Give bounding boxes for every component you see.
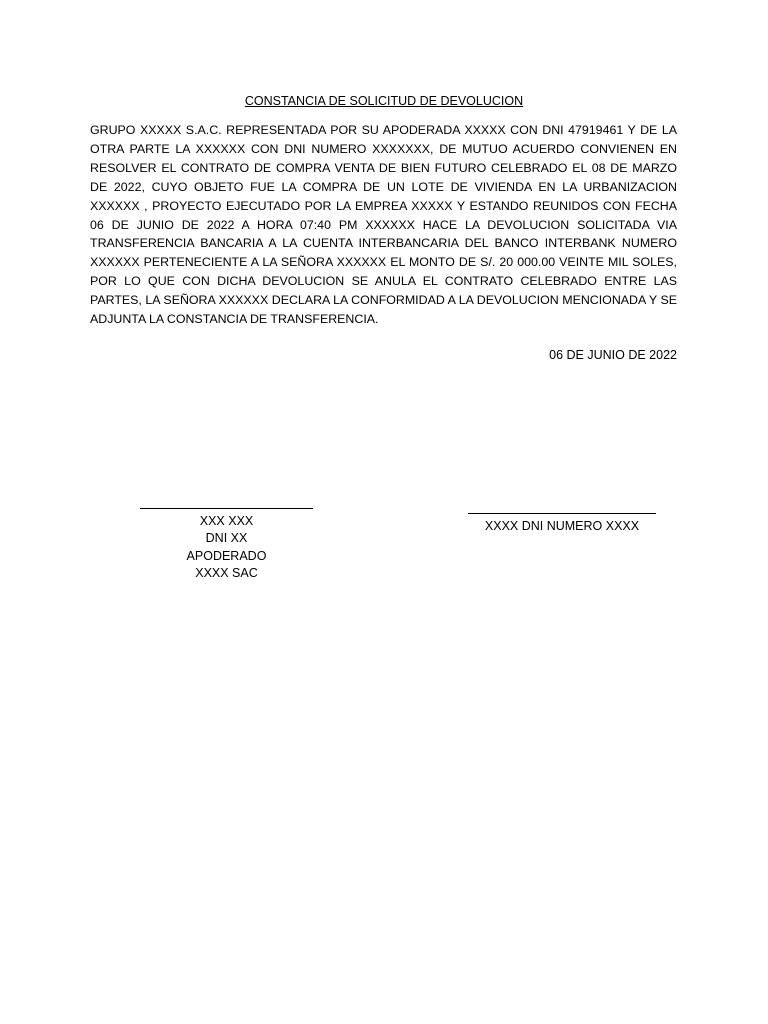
signature-block-left — [140, 498, 313, 583]
signature-left-role: APODERADO — [186, 548, 267, 563]
signature-block-right — [468, 503, 656, 535]
signature-left-name: XXX XXX — [199, 514, 254, 528]
document-date: 06 DE JUNIO DE 2022 — [549, 348, 677, 362]
signature-line-right — [468, 503, 656, 514]
document-title: CONSTANCIA DE SOLICITUD DE DEVOLUCION — [244, 94, 524, 108]
signature-right-name: XXXX DNI NUMERO XXXX — [484, 519, 640, 533]
signature-left-company: XXXX SAC — [195, 566, 258, 581]
signature-line-left — [140, 498, 313, 509]
signature-left-dni: DNI XX — [205, 531, 248, 546]
document-body-paragraph: GRUPO XXXXX S.A.C. REPRESENTADA POR SU APODERADA XXXXX CON DNI 47919461 Y DE LA OTRA PARTE LA XXXXXX CON DNI NUMERO XXXXXXX, DE MUTUO ACUERDO CONVIENEN EN RESOLVER EL CONTRATO DE COMPRA VENTA DE BIEN FUTURO CELEBRADO EL 08 DE MARZO DE 2022, CUYO OBJETO FUE LA COMPRA DE UN LOTE DE VIVIENDA EN LA URBANIZACION XXXXXX , PROYECTO EJECUTADO POR LA EMPREA XXXXX Y ESTANDO REUNIDOS CON FECHA 06 DE JUNIO DE 2022 A HORA 07:40 PM XXXXXX HACE LA DEVOLUCION SOLICITADA VIA TRANSFERENCIA BANCARIA A LA CUENTA INTERBANCARIA DEL BANCO INTERBANK NUMERO XXXXXX PERTENECIENTE A LA SEÑORA XXXXXX EL MONTO DE S/. 20 000.00 VEINTE MIL SOLES, POR LO QUE CON DICHA DEVOLUCION SE ANULA EL CONTRATO CELEBRADO ENTRE LAS PARTES, LA SEÑORA XXXXXX DECLARA LA CONFORMIDAD A LA DEVOLUCION MENCIONADA Y SE ADJUNTA LA CONSTANCIA DE TRANSFERENCIA. — [90, 123, 677, 327]
